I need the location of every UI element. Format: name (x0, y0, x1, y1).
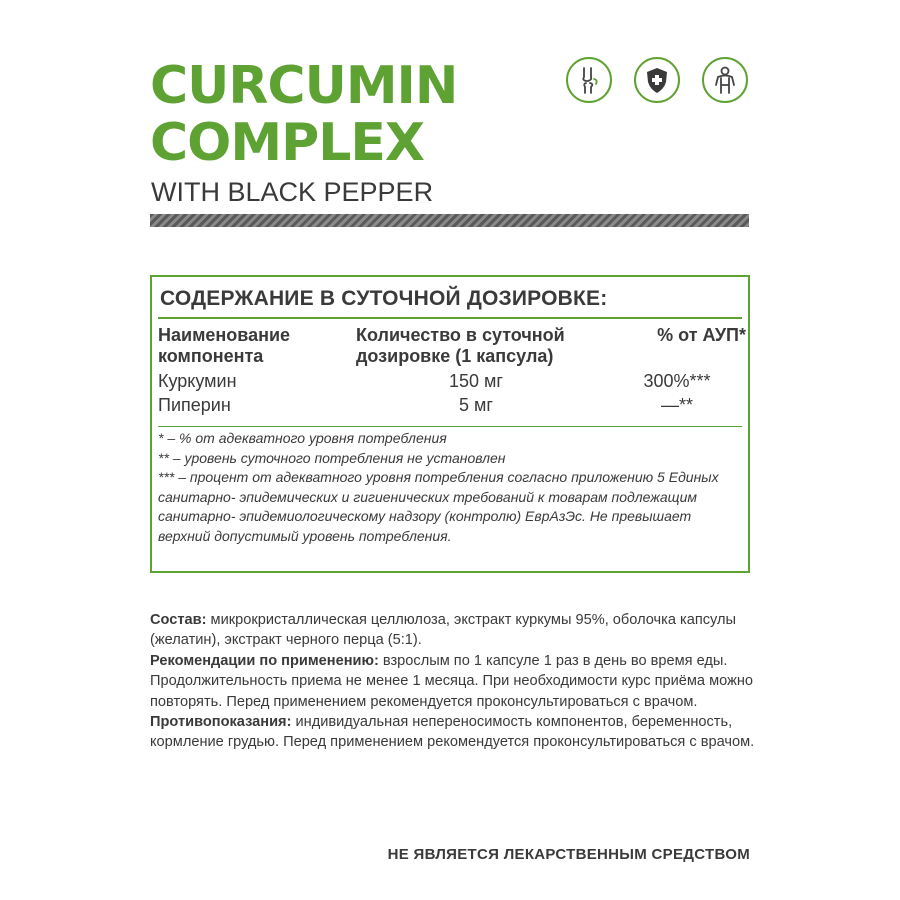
column-header-name: Наименование компонента (158, 325, 291, 366)
row-1-percent: 300%*** (643, 371, 711, 391)
dosage-footnotes (158, 429, 744, 547)
dosage-title: СОДЕРЖАНИЕ В СУТОЧНОЙ ДОЗИРОВКЕ: (160, 287, 608, 310)
row-2-amount: 5 мг (459, 395, 493, 415)
product-title-line-1: CURCUMIN (150, 56, 458, 116)
shield-cross-icon (634, 57, 680, 103)
dosage-table-rule (158, 426, 742, 427)
composition-label: Состав: (150, 612, 207, 628)
not-a-medicine-notice: НЕ ЯВЛЯЕТСЯ ЛЕКАРСТВЕННЫМ СРЕДСТВОМ (387, 846, 750, 863)
dosage-box (150, 275, 750, 573)
hatched-divider (150, 214, 749, 227)
recommendations-text: взрослым по 1 капсуле 1 раз в день во время еды. Продолжительность приема не менее 1 месяца. При необходимости курс приёма можно повторять. Перед применением рекомендуется проконсультироваться с врачом. (150, 652, 754, 710)
benefit-icons (566, 57, 756, 107)
footnote-2: ** – уровень суточного потребления не установлен (158, 449, 506, 466)
column-header-amount: Количество в суточной дозировке (1 капсула) (356, 325, 565, 366)
footnote-1: * – % от адекватного уровня потребления (158, 430, 447, 446)
recommendations-paragraph (150, 651, 760, 712)
footnote-3: *** – процент от адекватного уровня потребления согласно приложению 5 Единых санитарно- эпидемических и гигиенических требований к товарам подлежащим санитарно- эпидемиологическому надзору (контролю) ЕврАзЭс. Не превышает верхний допустимый уровень потребления. (158, 469, 719, 544)
column-header-percent: % от АУП* (657, 325, 746, 345)
recommendations-label: Рекомендации по применению: (150, 652, 379, 669)
row-1-name: Куркумин (158, 371, 237, 391)
row-2-percent: —** (660, 395, 693, 415)
body-icon (702, 57, 748, 103)
contraindications-label: Противопоказания: (150, 714, 292, 731)
contraindications-text: индивидуальная непереносимость компонентов, беременность, кормление грудью. Перед применением рекомендуется проконсультироваться с врачом. (150, 714, 755, 751)
product-subtitle: WITH BLACK PEPPER (151, 177, 434, 207)
row-2-name: Пиперин (158, 395, 231, 415)
contraindications-paragraph (150, 712, 760, 753)
joint-icon (566, 57, 612, 103)
dosage-title-rule (158, 317, 742, 319)
composition-paragraph (150, 610, 760, 651)
composition-text: микрокристаллическая целлюлоза, экстракт куркумы 95%, оболочка капсулы (желатин), экстракт черного перца (5:1). (150, 612, 737, 649)
product-title-line-2: COMPLEX (150, 113, 424, 173)
product-info (150, 610, 760, 753)
row-1-amount: 150 мг (449, 371, 503, 391)
